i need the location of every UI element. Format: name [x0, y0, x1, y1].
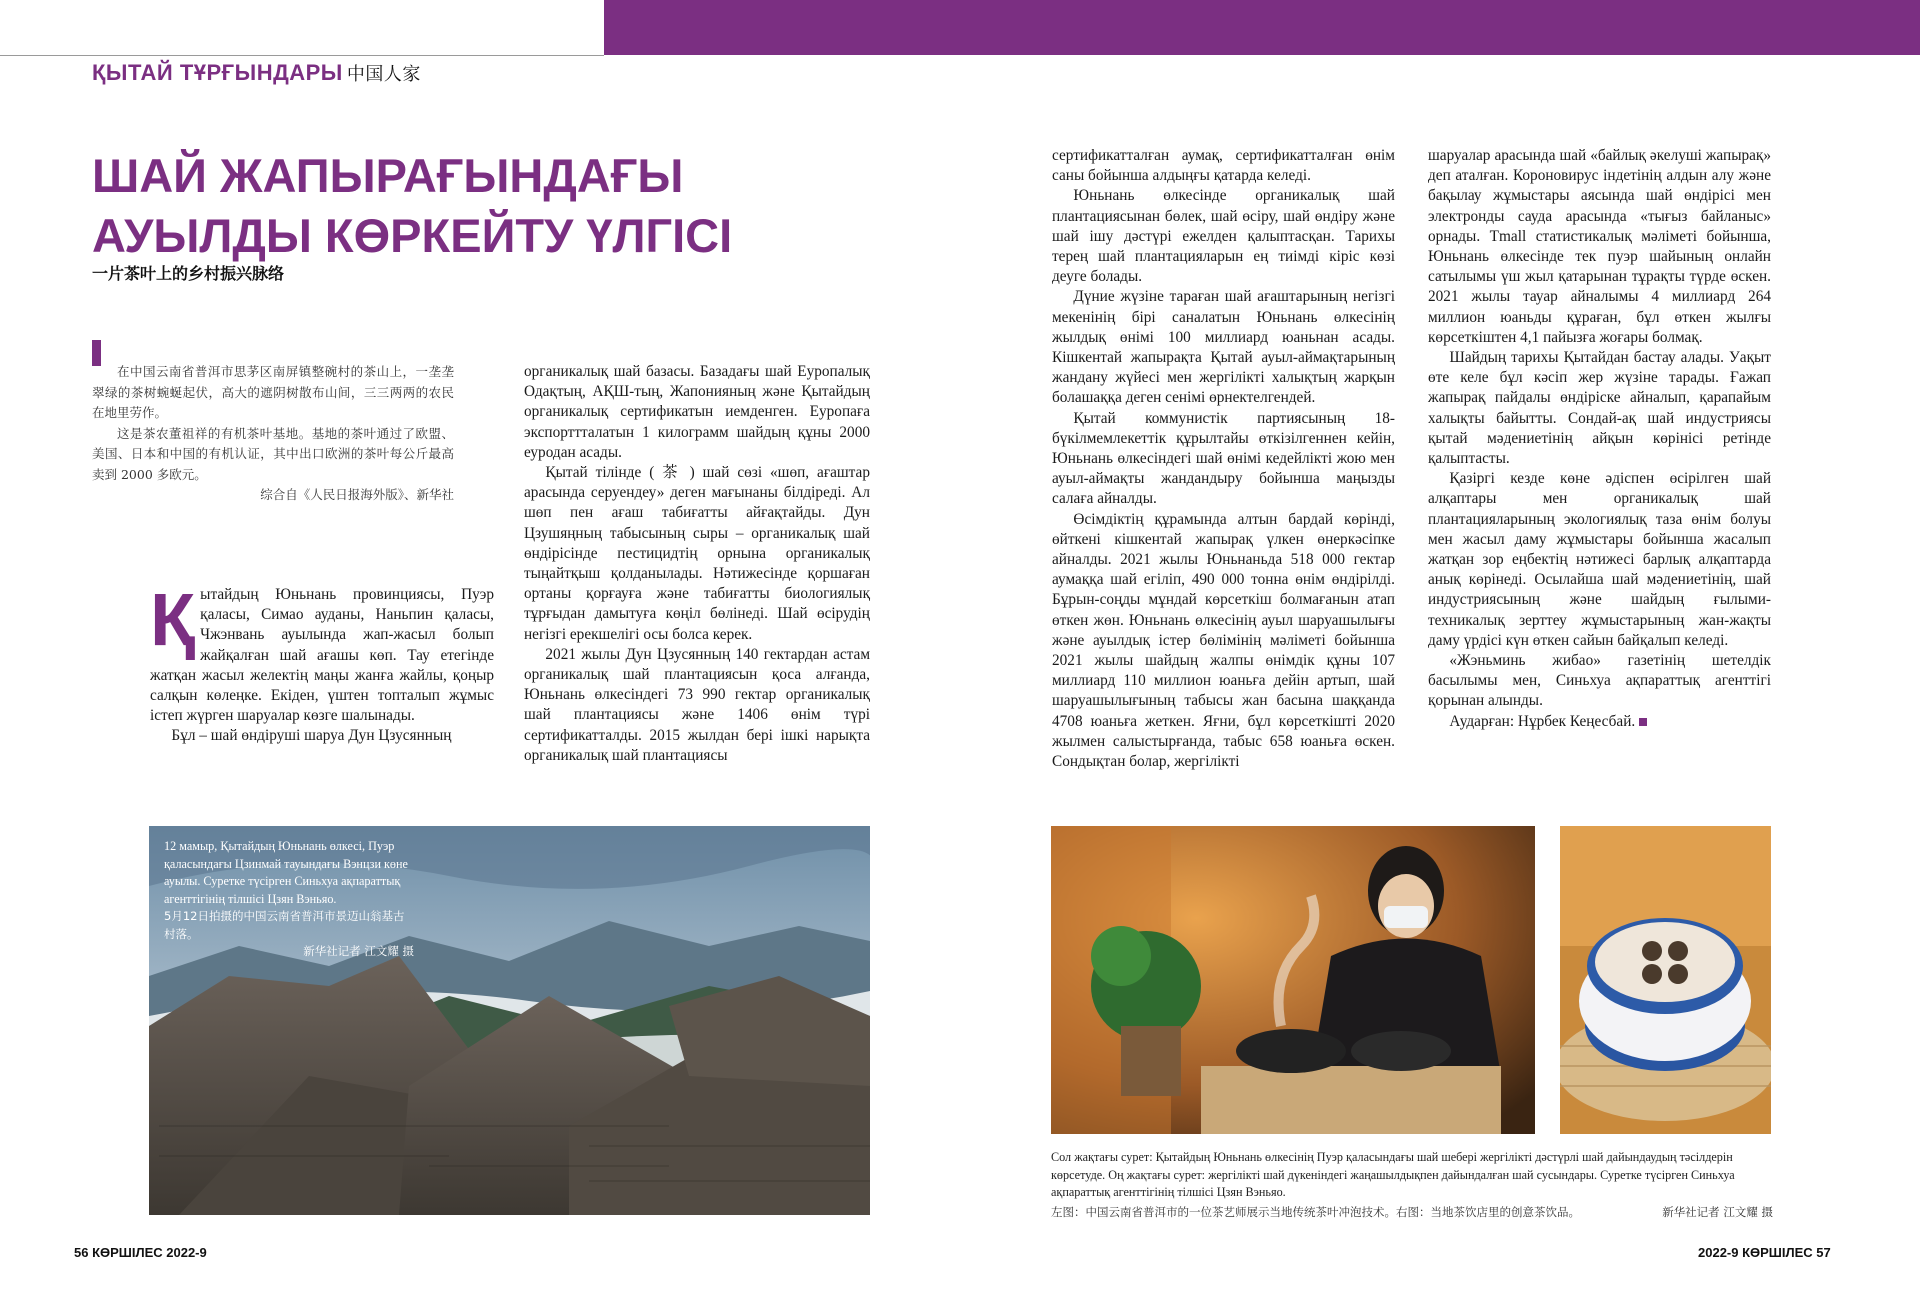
column-1 [150, 578, 494, 747]
body-paragraph: 2021 жылы Дун Цзусянның 140 гектардан астам органикалық шай плантациясын қоса алғанда, Юньнань өлкесіндегі 73 990 гектар органикалық шай плантациясы және 1406 өнім түрі сертификатталды. 2015 жылдан бері ішкі нарықта органикалық шай плантациясы [524, 645, 870, 764]
body-paragraph: Қытай коммунистік партиясының 18-бүкілмемлекеттік құрылтайы өткізілгеннен кейін, Юньнань өлкесіндегі шай өнімі кедейлікті жою мен ауыл-аймақты жандандыру бойынша маңызды салаға айналды. [1052, 409, 1395, 508]
village-caption-cn: 5月12日拍摄的中国云南省普洱市景迈山翁基古村落。 [164, 909, 405, 941]
village-caption-credit: 新华社记者 江文耀 摄 [303, 944, 414, 958]
drop-cap: Қ [150, 578, 196, 661]
column-2 [524, 362, 870, 766]
body-paragraph: Дүние жүзіне тараған шай ағаштарының негізгі мекенінің бірі саналатын Юньнань өлкесінің жылдық өнімі 100 миллиард юаньнан асады. Кішкентай жапырақта Қытай ауыл-аймақтарының жандану жүйесі мен жергілікті халықтың жарқын болашаққа деген сенімі өрнектелгендей. [1052, 288, 1395, 407]
article-title: ШАЙ ЖАПЫРАҒЫНДАҒЫ АУЫЛДЫ КӨРКЕЙТУ ҮЛГІСІ [92, 149, 733, 262]
village-caption-kz: 12 мамыр, Қытайдың Юньнань өлкесі, Пуэр қаласындағы Цзинмай тауындағы Вэнцзи көне ауылы. Суретке түсірген Синьхуа ақпараттық агенттігінің тілшісі Цзян Вэньяо. [164, 839, 408, 906]
lead-cn [92, 362, 454, 506]
bottom-photos-caption [1051, 1149, 1773, 1221]
lead-source: 综合自《人民日报海外版》、新华社 [260, 487, 454, 502]
tea-master-photo [1051, 826, 1535, 1134]
column-3 [1052, 146, 1395, 772]
lead-cn-para: 这是茶农董祖祥的有机茶叶基地。基地的茶叶通过了欧盟、美国、日本和中国的有机认证，其中出口欧洲的茶叶每公斤最高卖到 2000 多欧元。 [92, 425, 454, 482]
body-paragraph: Юньнань өлкесінде органикалық шай плантациясынан бөлек, шай өсіру, шай өндіру және шай ішу дәстүрі ежелден қалыптасқан. Тарихы терең шай плантацияларын ең тиімді кіріс көзі деуге болады. [1052, 187, 1395, 286]
body-paragraph: органикалық шай базасы. Базадағы шай Еуропалық Одақтың, АҚШ-тың, Жапонияның және Қытайдың органикалық сертификатын иемденген. Еуропаға экспорттталатын 1 килограмм шайдың құны 2000 еуродан асады. [524, 363, 870, 461]
body-paragraph: Өсімдіктің құрамында алтын бардай көрінді, өйткені кішкентай жапырақ үлкен өнеркәсіпке айналды. 2021 жылы Юньнаньда 518 000 гектар аумаққа шай егіліп, 490 000 тонна өнім өндірілді. Бұрын-соңды мұндай көрсеткіш болмағанын атап өткен жөн. Юньнань өлкесінің ауыл шаруашылығы және ауылдық істер бөлімінің мәліметі бойынша 2021 жылы шайдың жалпы өнімдік құны 107 миллиард 110 миллион юаньға дейін артып, шай шаруашылығының табысы жан басына шаққанда 4708 юаньға жеткен. Яғни, бұл көрсеткішті 2020 жылмен салыстырғанда, табыс 658 юаньға өскен. Сондықтан болар, жергілікті [1052, 510, 1395, 771]
article-subtitle-cn: 一片茶叶上的乡村振兴脉络 [92, 264, 285, 283]
section-label: ҚЫТАЙ ТҰРҒЫНДАРЫ 中国人家 [92, 60, 421, 85]
right-folio: 2022-9 КӨРШІЛЕС 57 [1698, 1245, 1831, 1260]
translator-credit: Аударған: Нұрбек Кеңесбай. [1449, 712, 1636, 730]
bottom-caption-cn: 左图：中国云南省普洱市的一位茶艺师展示当地传统茶叶冲泡技术。右图：当地茶饮店里的创意茶饮品。 [1051, 1204, 1580, 1219]
body-text: ытайдың Юньнань провинциясы, Пуэр қаласы, Симао ауданы, Наньпин қаласы, Чжэнвань ауылында жап-жасыл болып жайқалған шай ағашы көп. Тау етегінде жатқан жасыл желектің маңы жанға жайлы, қоңыр салқын көлеңке. Екіден, үштен топталып жұмыс істеп жүрген шаруалар көзге шалынады. [150, 586, 494, 725]
body-paragraph: сертификатталған аумақ, сертификатталған өнім саны бойынша алдыңғы қатарда келеді. [1052, 147, 1395, 185]
body-paragraph: Бұл – шай өндіруші шаруа Дун Цзусянның [171, 727, 452, 745]
column-4 [1428, 146, 1771, 732]
bottom-caption-credit: 新华社记者 江文耀 摄 [1662, 1204, 1773, 1219]
left-folio: 56 КӨРШІЛЕС 2022-9 [74, 1245, 207, 1260]
header-rule [0, 55, 604, 56]
body-paragraph: шаруалар арасында шай «байлық әкелуші жапырақ» деп аталған. Короновирус індетінің алдын алу және бақылау жұмыстары аясында шай өндірісі мен электронды сауда арасында «тығыз байланыс» орнады. Tmall статистикалық мәліметі бойынша, Юньнань өлкесінде тек пуэр шайының онлайн сатылымы үш жыл қатарынан тұрақты түрде өскен. 2021 жылы тауар айналымы 4 миллиард 264 миллион юаньды құраған, бұл өткен жылғы көрсеткіштен 4,1 пайызға жоғары болмақ. [1428, 147, 1771, 346]
bottom-caption-kz: Сол жақтағы сурет: Қытайдың Юньнань өлкесінің Пуэр қаласындағы шай шебері жергілікті дәстүрлі шай дайындаудың тәсілдерін көрсетуде. Оң жақтағы сурет: жергілікті шай дүкеніндегі жаңашылдықпен дайындалған шай сусындары. Суретке түсірген Синьхуа ақпараттық агенттігінің тілшісі Цзян Вэньяо. [1051, 1150, 1735, 1199]
tea-drink-photo [1560, 826, 1771, 1134]
bottom-caption-cn-row [1051, 1204, 1773, 1222]
village-photo-caption [164, 838, 414, 961]
header-color-bar [604, 0, 1920, 55]
end-mark-icon [1639, 718, 1647, 726]
body-paragraph: Шайдың тарихы Қытайдан бастау алады. Уақыт өте келе бұл кәсіп жер жүзіне тарады. Ғажап жапырақ пайдалы өндіріске айналып, қарапайым халықты байытты. Сондай-ақ шай индустриясы қытай мәдениетінің айқын көрінісі ретінде қалыптасты. [1428, 349, 1771, 468]
body-paragraph: Қазіргі кезде көне әдіспен өсірілген шай алқаптары мен органикалық шай плантацияларының экологиялық таза өнім болуы мен жасыл даму жұмыстары бойынша жасалып жатқан зор еңбектің нәтижесі барлық алқаптарда анық көрінеді. Осылайша шай мәдениетінің, шай индустриясының және шайдың ғылыми-техникалық зерттеу жұмыстарының жан-жақты даму үрдісі күн өткен сайын байқалып келеді. [1428, 470, 1771, 649]
lead-cn-para: 在中国云南省普洱市思茅区南屏镇整碗村的茶山上，一垄垄翠绿的茶树蜿蜒起伏，高大的遮阴树散布山间，三三两两的农民在地里劳作。 [92, 364, 454, 420]
section-label-cn: 中国人家 [346, 64, 421, 84]
body-paragraph: Қытай тілінде ( 茶 ) шай сөзі «шөп, ағаштар арасында серуендеу» деген мағынаны білдіреді. Ал шөп пен ағаш табиғатты айғақтайды. Дун Цзушяңның табысының сыры – органикалық шай өндірісінде пестицидтің орнына органикалық тыңайтқыш қолданылады. Нәтижесінде қоршаған ортаны қорғауға және табиғатты биологиялық тұрғыдан дамытуға көңіл бөлінеді. Шай өсірудің негізгі ерекшелігі осы болса керек. [524, 464, 870, 643]
body-paragraph: «Жэньминь жибао» газетінің шетелдік басылымы мен, Синьхуа ақпараттық агенттігі қорынан алынды. [1428, 652, 1771, 710]
